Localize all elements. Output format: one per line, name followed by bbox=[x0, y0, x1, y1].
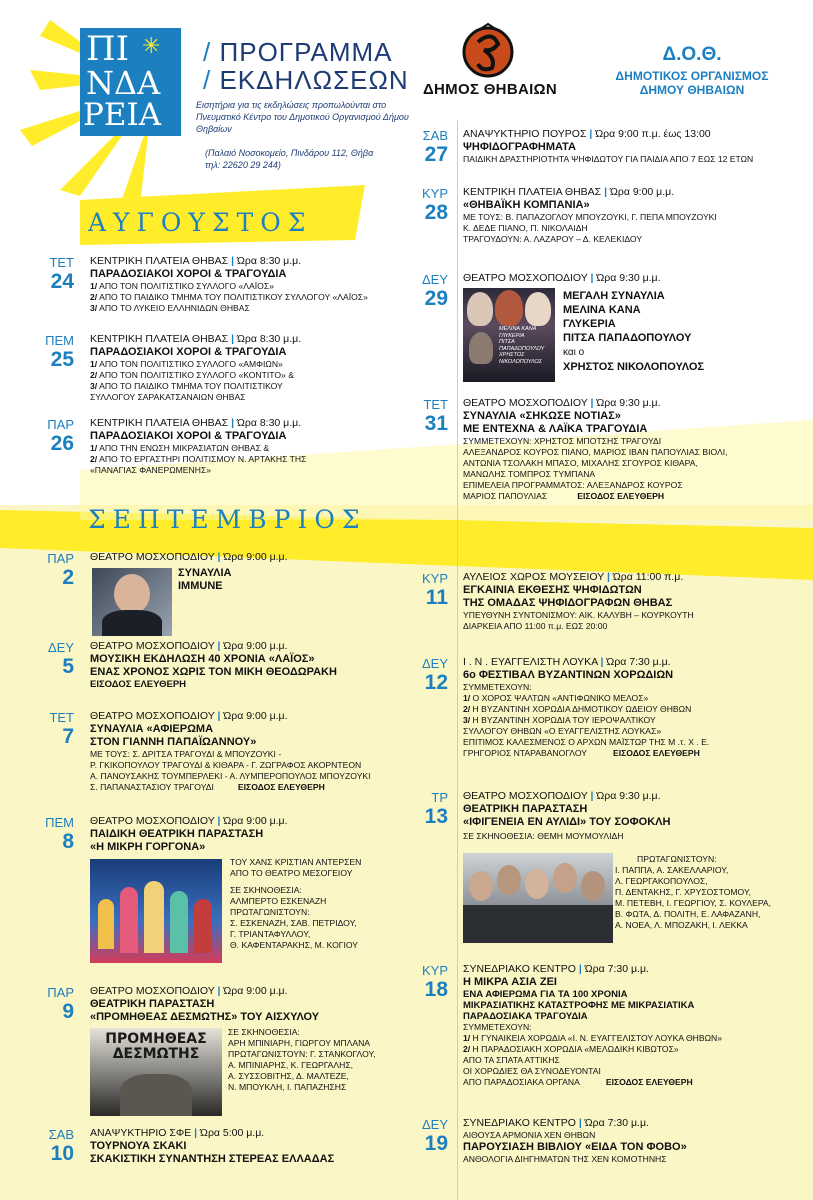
prometheus-poster: ΠΡΟΜΗΘΕΑΣ ΔΕΣΜΩΤΗΣ bbox=[90, 1028, 222, 1116]
doth-block: Δ.Ο.Θ. ΔΗΜΟΤΙΚΟΣ ΟΡΓΑΝΙΣΜΟΣ ΔΗΜΟΥ ΘΗΒΑΙΩΝ bbox=[615, 44, 769, 97]
tickets-note: Εισητήρια για τις εκδηλώσεις προπωλούνται στο Πνευματικό Κέντρο του Δημοτικού Οργανισμού Δήμου Θηβαίων bbox=[196, 100, 409, 134]
concert-poster-image: ΜΕΛΙΝΑ ΚΑΝΑ ΓΛΥΚΕΡΙΑ ΠΙΤΣΑ ΠΑΠΑΔΟΠΟΥΛΟΥ ΧΡΗΣΤΟΣ ΝΙΚΟΛΟΠΟΥΛΟΣ bbox=[463, 288, 555, 382]
star-icon: ✳ bbox=[142, 34, 161, 59]
contact-info: (Παλαιό Νοσοκομείο, Πινδάρου 112, Θήβα τηλ: 22620 29 244) bbox=[205, 148, 374, 170]
program-title: / ΠΡΟΓΡΑΜΜΑ / ΕΚΔΗΛΩΣΕΩΝ bbox=[203, 37, 409, 95]
month-september: ΣΕΠΤΕΜΒΡΙΟΣ bbox=[88, 505, 367, 534]
immune-artist-photo bbox=[92, 568, 172, 636]
dimos-name: ΔΗΜΟΣ ΘΗΒΑΙΩΝ bbox=[422, 81, 558, 98]
month-august: ΑΥΓΟΥΣΤΟΣ bbox=[88, 208, 313, 237]
iphigenia-cast-photo bbox=[463, 853, 613, 943]
dimos-thebes-emblem bbox=[462, 22, 514, 80]
pindareia-logo: ΠΙ ✳ ΝΔΑ ΡΕΙΑ bbox=[80, 28, 181, 136]
little-mermaid-photo bbox=[90, 859, 222, 963]
